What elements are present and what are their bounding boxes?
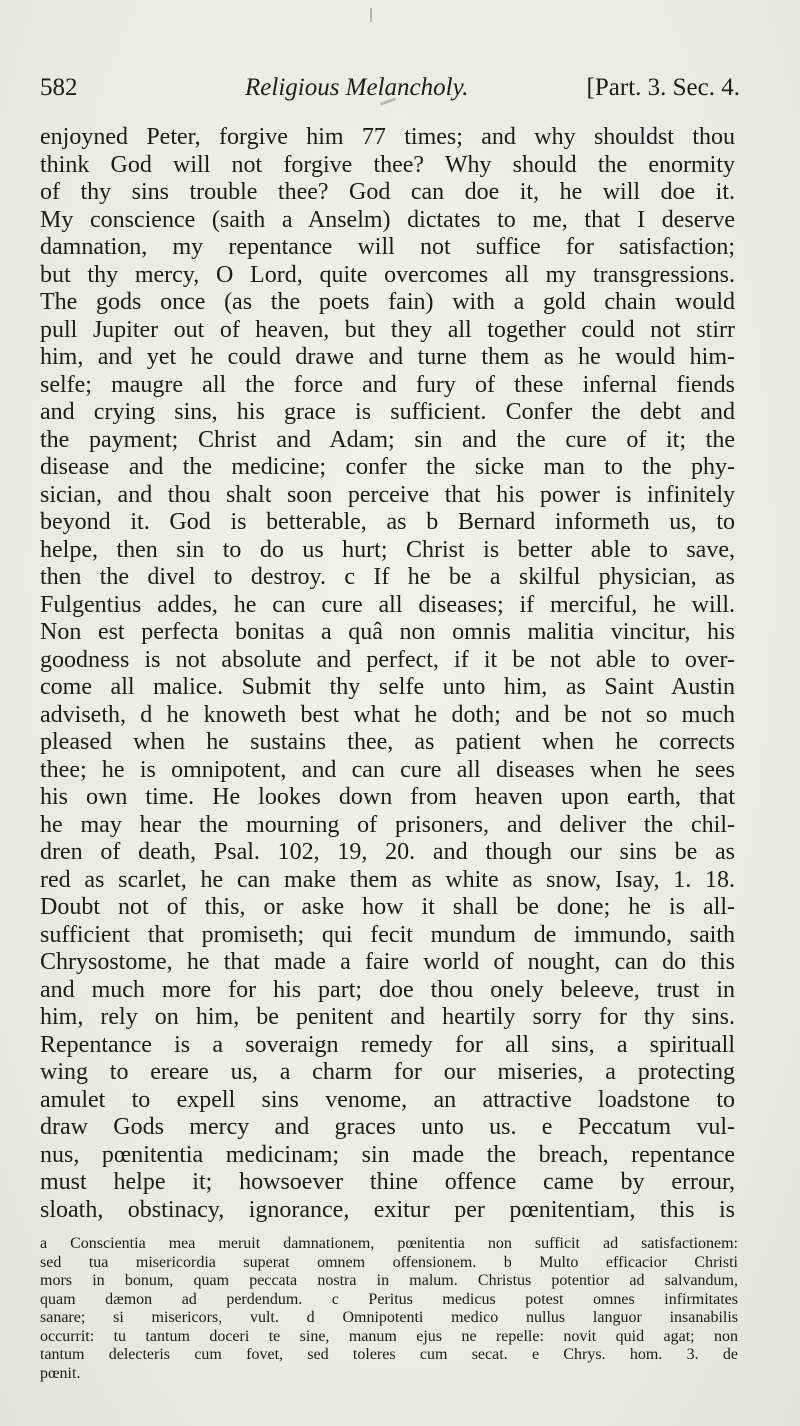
footnote-line: a Conscientia mea meruit damnationem, pœnitentia non sufficit ad satisfactionem: [40,1235,738,1252]
main-text [40,124,735,1224]
text-line: wing to ereare us, a charm for our miseries, a protecting [40,1059,735,1085]
text-line: Doubt not of this, or aske how it shall be done; he is all- [40,894,735,920]
text-line: damnation, my repentance will not suffice for satisfaction; [40,234,735,260]
running-title: Religious Melancholy. [245,74,469,101]
footnotes [40,1235,738,1383]
text-line: Fulgentius addes, he can cure all diseases; if merciful, he will. [40,591,735,618]
footnote-line: occurrit: tu tantum doceri te sine, manum ejus ne repelle: novit quid agat; non [40,1327,738,1345]
footnote-line: sanare; si misericors, vult. d Omnipotenti medico nullus languor insanabilis [40,1309,738,1326]
running-header [40,72,740,112]
text-line: The gods once (as the poets fain) with a gold chain would [40,289,735,315]
text-line: the payment; Christ and Adam; sin and the cure of it; the [40,426,735,453]
text-line: Repentance is a soveraign remedy for all sins, a spirituall [40,1031,735,1058]
text-line: come all malice. Submit thy selfe unto him, as Saint Austin [40,674,735,700]
text-line: sician, and thou shalt soon perceive that his power is infinitely [40,481,735,508]
text-line: him, rely on him, be penitent and heartily sorry for thy sins. [40,1004,735,1030]
text-line: then the divel to destroy. c If he be a skilful physician, as [40,564,735,590]
text-line: sufficient that promiseth; qui fecit mundum de immundo, saith [40,921,735,948]
text-line: must helpe it; howsoever thine offence came by errour, [40,1169,735,1195]
text-line: he may hear the mourning of prisoners, and deliver the chil- [40,811,735,838]
text-line: goodness is not absolute and perfect, if it be not able to over- [40,646,735,673]
text-line: enjoyned Peter, forgive him 77 times; and why shouldst thou [40,124,735,150]
text-line: helpe, then sin to do us hurt; Christ is better able to save, [40,536,735,563]
text-line: draw Gods mercy and graces unto us. e Peccatum vul- [40,1114,735,1140]
text-line: pleased when he sustains thee, as patient when he corrects [40,729,735,755]
print-mark [370,8,372,22]
text-line: disease and the medicine; confer the sicke man to the phy- [40,454,735,480]
text-line: but thy mercy, O Lord, quite overcomes all my transgressions. [40,261,735,288]
text-line: adviseth, d he knoweth best what he doth; and be not so much [40,701,735,728]
text-line: beyond it. God is betterable, as b Bernard informeth us, to [40,509,735,535]
text-line: Chrysostome, he that made a faire world of nought, can do this [40,949,735,975]
page-number: 582 [40,74,78,101]
footnote-line: sed tua misericordia superat omnem offensionem. b Multo efficacior Christi [40,1253,738,1271]
text-line: pull Jupiter out of heaven, but they all together could not stirr [40,316,735,343]
text-line: sloath, obstinacy, ignorance, exitur per pœnitentiam, this is [40,1196,735,1223]
text-line: and crying sins, his grace is sufficient. Confer the debt and [40,399,735,425]
text-line: Non est perfecta bonitas a quâ non omnis malitia vincitur, his [40,619,735,645]
text-line: selfe; maugre all the force and fury of these infernal fiends [40,371,735,398]
text-line: of thy sins trouble thee? God can doe it, he will doe it. [40,179,735,205]
text-line: red as scarlet, he can make them as white as snow, Isay, 1. 18. [40,866,735,893]
text-line: dren of death, Psal. 102, 19, 20. and though our sins be as [40,839,735,865]
text-line: think God will not forgive thee? Why should the enormity [40,151,735,178]
part-section-label: [Part. 3. Sec. 4. [586,74,740,101]
text-line: his own time. He lookes down from heaven upon earth, that [40,784,735,810]
text-line: My conscience (saith a Anselm) dictates to me, that I deserve [40,206,735,233]
text-line: and much more for his part; doe thou onely beleeve, trust in [40,976,735,1003]
footnote-line: mors in bonum, quam peccata nostra in malum. Christus potentior ad salvandum, [40,1272,738,1289]
footnote-line: quam dæmon ad perdendum. c Peritus medicus potest omnes infirmitates [40,1290,738,1308]
text-line: nus, pœnitentia medicinam; sin made the breach, repentance [40,1141,735,1168]
footnote-line: tantum delecteris cum fovet, sed toleres cum secat. e Chrys. hom. 3. de [40,1346,738,1363]
text-line: him, and yet he could drawe and turne them as he would him- [40,344,735,370]
text-line: amulet to expell sins venome, an attractive loadstone to [40,1086,735,1113]
footnote-line: pœnit. [40,1364,81,1382]
text-line: thee; he is omnipotent, and can cure all diseases when he sees [40,756,735,783]
